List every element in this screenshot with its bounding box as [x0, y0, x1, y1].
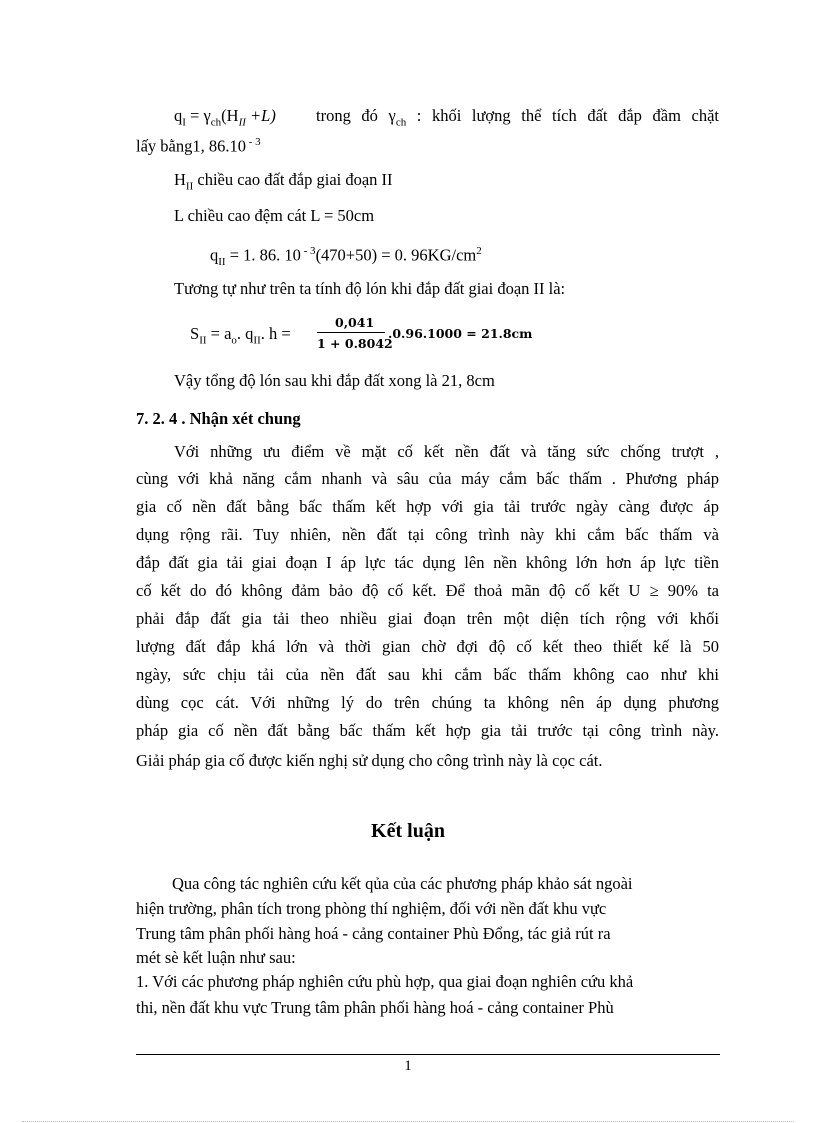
conclusion-line: Qua công tác nghiên cứu kết qủa của các phương pháp khảo sát ngoài — [172, 874, 633, 893]
para-line: lượng đất đắp khá lớn và thời gian chờ đợi độ cố kết theo thiết kế là 50 — [136, 637, 719, 656]
conclusion-line: thi, nền đất khu vực Trung tâm phân phối hàng hoá - cảng container Phù — [136, 998, 614, 1017]
para-line: dụng rộng rãi. Tuy nhiên, nền đất tại công trình này khi cắm bấc thấm và — [136, 525, 719, 544]
conclusion-line: hiện trường, phân tích trong phòng thí nghiệm, đối với nền đất khu vực — [136, 899, 607, 918]
para-line: ngày, sức chịu tải của nền đất sau khi cắm bấc thấm không cao như khi — [136, 665, 719, 684]
vay-tong-line: Vậy tổng độ lón sau khi đắp đất xong là 21, 8cm — [174, 371, 495, 390]
fraction-denominator: 1 + 0.8042 — [317, 336, 393, 351]
formula-qI-desc: trong đó $\gamma_{ch}$ : khối lượng thể tích đất đắp đầm chặt — [316, 106, 719, 129]
section-heading: 7. 2. 4 . Nhận xét chung — [136, 409, 301, 428]
conclusion-line: 1. Với các phương pháp nghiên cứu phù hợp, qua giai đoạn nghiên cứu khả — [136, 972, 634, 991]
para-line: dùng cọc cát. Với những lý do trên chúng ta không nên áp dụng phương — [136, 693, 719, 712]
page-bottom-border — [22, 1121, 794, 1122]
L-definition: L chiều cao đệm cát L = 50cm — [174, 206, 375, 225]
fraction-bar — [317, 332, 385, 333]
fraction-result: .0.96.1000 = 21.8cm — [388, 326, 533, 341]
tuong-tu-line: Tương tự như trên ta tính độ lón khi đắp đất giai đoạn II là: — [174, 279, 566, 298]
S-formula-left: $S_{II} = a_o$. $q_{II}$. h = — [190, 324, 291, 347]
page-number: 1 — [404, 1058, 412, 1074]
para-line: gia cố nền đất bằng bấc thấm kết hợp với gia tải trước ngày càng được áp — [136, 497, 719, 516]
para-line: cố kết do đó không đảm bảo độ cố kết. Để thoả mãn độ cố kết U ≥ 90% ta — [136, 581, 719, 600]
para-line: cùng với khả năng cắm nhanh và sâu của máy cắm bấc thấm . Phương pháp — [136, 469, 719, 488]
lay-bang-line: lấy bằng1, 86.10 $^{- 3}$ — [136, 136, 261, 156]
conclusion-line: Trung tâm phân phối hàng hoá - cảng container Phù Đổng, tác giả rút ra — [136, 924, 611, 943]
H-definition: $H_{II}$ chiều cao đất đắp giai đoạn II — [174, 170, 393, 193]
para-line: Giải pháp gia cố được kiến nghị sử dụng cho công trình này là cọc cát. — [136, 751, 603, 770]
para-line: pháp gia cố nền đất bằng bấc thấm kết hợp gia tải trước tại công trình này. — [136, 721, 719, 740]
qII-formula: $q_{II} = 1$. 86. 10 $^{- 3}$(470+50) = 0. $96KG/cm^2$ — [210, 245, 482, 268]
para-line: Với những ưu điểm về mặt cố kết nền đất và tăng sức chống trượt , — [174, 442, 719, 461]
formula-qI-line: $q_I = \gamma_{ch}(H_{II} +L)$ — [174, 106, 276, 129]
conclusion-line: mét sè kết luận như sau: — [136, 948, 296, 967]
para-line: phải đắp đất gia tải theo nhiều giai đoạn trên một diện tích rộng với khối — [136, 609, 719, 628]
conclusion-title: Kết luận — [371, 820, 445, 842]
para-line: đắp đất gia tải giai đoạn I áp lực tác dụng lên nền không lớn hơn áp lực tiền — [136, 553, 719, 572]
fraction-numerator: 0,041 — [335, 315, 375, 330]
footer-rule — [136, 1054, 720, 1055]
